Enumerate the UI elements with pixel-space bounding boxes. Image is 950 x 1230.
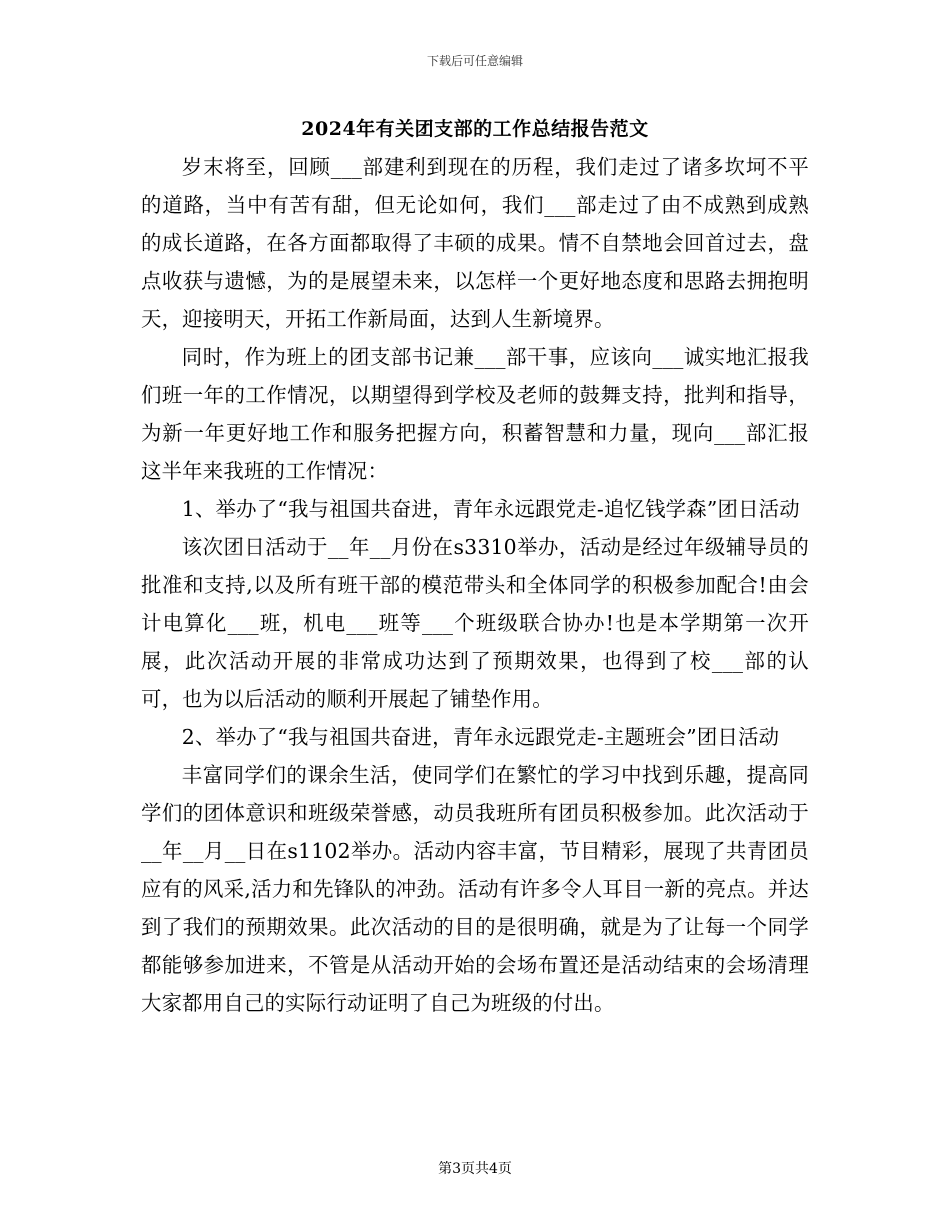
document-body xyxy=(141,148,809,1022)
paragraph-activity-1: 该次团日活动于__年__月份在s3310举办，活动是经过年级辅导员的批准和支持,以及所有班干部的模范带头和全体同学的积极参加配合!由会计电算化___班，机电___班等___个班级联合协办!也是本学期第一次开展，此次活动开展的非常成功达到了预期效果，也得到了校___部的认可，也为以后活动的顺利开展起了铺垫作用。 xyxy=(141,535,809,711)
paragraph-activity-2: 丰富同学们的课余生活，使同学们在繁忙的学习中找到乐趣，提高同学们的团体意识和班级荣誉感，动员我班所有团员积极参加。此次活动于__年__月__日在s1102举办。活动内容丰富，节目精彩，展现了共青团员应有的风采,活力和先锋队的冲劲。活动有许多令人耳目一新的亮点。并达到了我们的预期效果。此次活动的目的是很明确，就是为了让每一个同学都能够参加进来，不管是从活动开始的会场布置还是活动结束的会场清理大家都用自己的实际行动证明了自己为班级的付出。 xyxy=(141,763,809,1015)
document-title: 2024年有关团支部的工作总结报告范文 xyxy=(301,118,649,140)
page-number: 第3页共4页 xyxy=(438,1161,512,1177)
section-heading-activity-2: 2、举办了“我与祖国共奋进，青年永远跟党走-主题班会”团日活动 xyxy=(181,725,780,749)
paragraph-report-purpose: 同时，作为班上的团支部书记兼___部干事，应该向___诚实地汇报我们班一年的工作情况，以期望得到学校及老师的鼓舞支持，批判和指导，为新一年更好地工作和服务把握方向，积蓄智慧和力量，现向___部汇报这半年来我班的工作情况： xyxy=(141,345,809,483)
section-heading-activity-1: 1、举办了“我与祖国共奋进，青年永远跟党走-追忆钱学森”团日活动 xyxy=(181,497,800,521)
paragraph-intro: 岁末将至，回顾___部建利到现在的历程，我们走过了诸多坎坷不平的道路，当中有苦有甜，但无论如何，我们___部走过了由不成熟到成熟的成长道路，在各方面都取得了丰硕的成果。情不自禁地会回首过去，盘点收获与遗憾，为的是展望未来，以怎样一个更好地态度和思路去拥抱明天，迎接明天，开拓工作新局面，达到人生新境界。 xyxy=(141,155,809,331)
page-header: 下载后可任意编辑 xyxy=(426,54,523,68)
